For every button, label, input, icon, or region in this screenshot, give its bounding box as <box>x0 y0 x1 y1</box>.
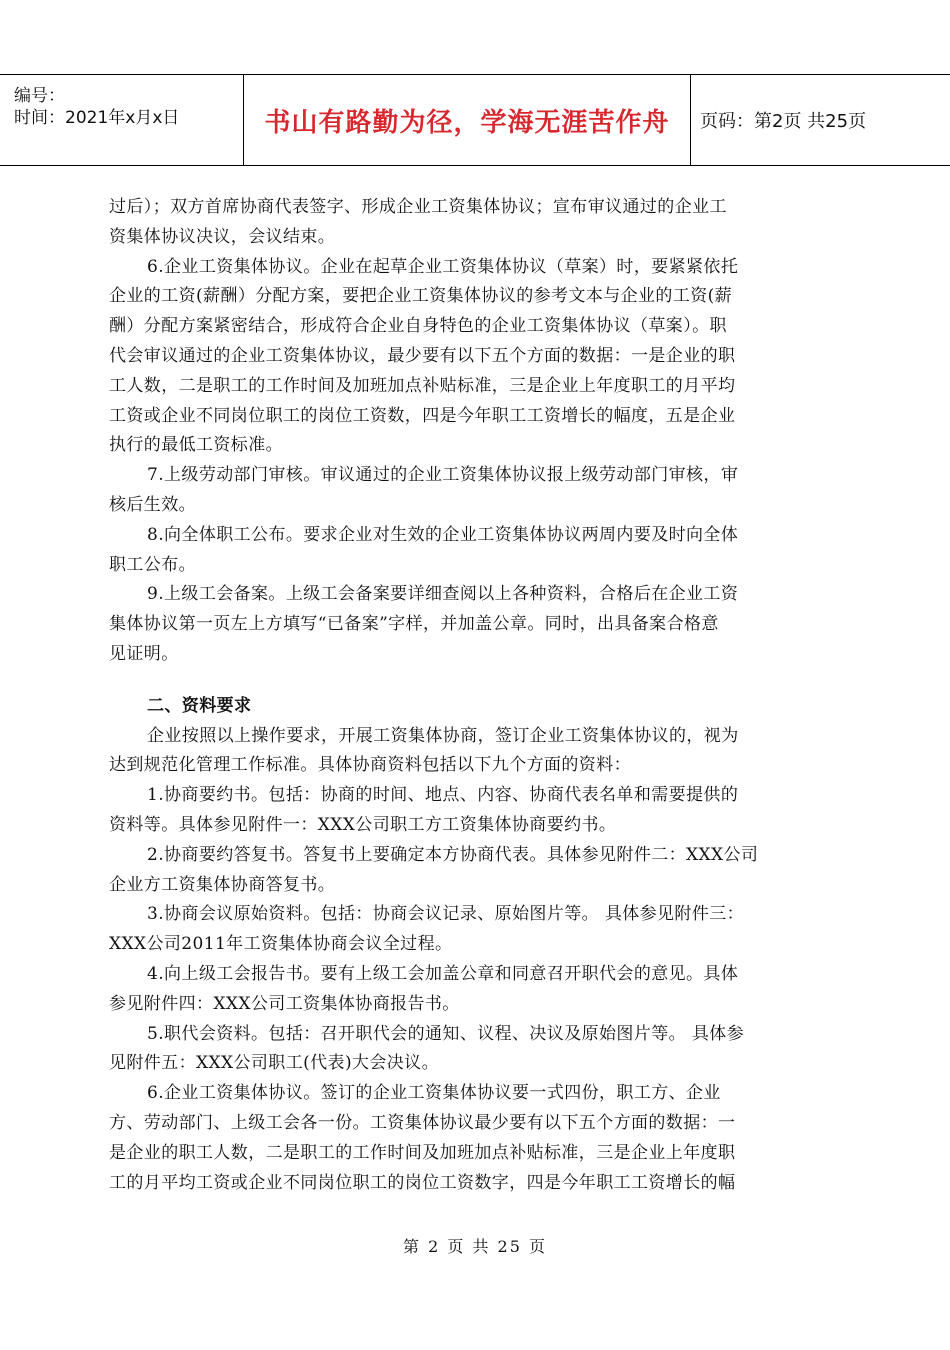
body-line: 代会审议通过的企业工资集体协议，最少要有以下五个方面的数据：一是企业的职 <box>109 345 736 366</box>
page-header <box>0 74 950 166</box>
section-line: 3.协商会议原始资料。包括：协商会议记录、原始图片等。 具体参见附件三： <box>147 904 745 925</box>
section-line: 资料等。具体参见附件一：XXX公司职工方工资集体协商要约书。 <box>109 814 617 835</box>
body-line: 工资或企业不同岗位职工的岗位工资数，四是今年职工工资增长的幅度，五是企业 <box>109 405 736 426</box>
body-line: 过后）；双方首席协商代表签字、形成企业工资集体协议；宣布审议通过的企业工 <box>109 197 727 217</box>
body-line: 8.向全体职工公布。要求企业对生效的企业工资集体协议两周内要及时向全体 <box>147 524 739 545</box>
body-line: 职工公布。 <box>109 554 196 575</box>
section-line: 企业按照以上操作要求，开展工资集体协商，签订企业工资集体协议的，视为 <box>147 725 739 746</box>
header-page-info: 页码：第2页 共25页 <box>700 111 867 132</box>
section-line: 达到规范化管理工作标准。具体协商资料包括以下九个方面的资料： <box>109 755 631 776</box>
body-line: 见证明。 <box>109 643 179 664</box>
document-date: 时间：2021年x月x日 <box>14 108 180 128</box>
body-line: 集体协议第一页左上方填写“已备案”字样，并加盖公章。同时，出具备案合格意 <box>109 614 719 635</box>
section-line: 方、劳动部门、上级工会各一份。工资集体协议最少要有以下五个方面的数据：一 <box>109 1112 736 1133</box>
section-line: 是企业的职工人数，二是职工的工作时间及加班加点补贴标准，三是企业上年度职 <box>109 1142 736 1163</box>
section-line: 2.协商要约答复书。答复书上要确定本方协商代表。具体参见附件二：XXX公司 <box>147 844 759 865</box>
body-line: 9.上级工会备案。上级工会备案要详细查阅以上各种资料，合格后在企业工资 <box>147 584 739 605</box>
body-line: 7.上级劳动部门审核。审议通过的企业工资集体协议报上级劳动部门审核，审 <box>147 465 739 486</box>
header-motto: 书山有路勤为径，学海无涯苦作舟 <box>243 75 691 165</box>
document-number-label: 编号： <box>14 86 65 106</box>
section-gap <box>109 670 841 692</box>
section-line: 参见附件四：XXX公司工资集体协商报告书。 <box>109 993 460 1014</box>
body-line: 执行的最低工资标准。 <box>109 435 283 456</box>
section-line: 1.协商要约书。包括：协商的时间、地点、内容、协商代表名单和需要提供的 <box>147 785 739 806</box>
body-line: 资集体协议决议，会议结束。 <box>109 226 336 247</box>
body-line: 核后生效。 <box>109 494 196 515</box>
section-line: 5.职代会资料。包括：召开职代会的通知、议程、决议及原始图片等。 具体参 <box>147 1023 745 1044</box>
body-line: 企业的工资(薪酬）分配方案，要把企业工资集体协议的参考文本与企业的工资(薪 <box>109 286 733 307</box>
body-line: 6.企业工资集体协议。企业在起草企业工资集体协议（草案）时，要紧紧依托 <box>147 256 739 277</box>
section-line: 见附件五：XXX公司职工(代表)大会决议。 <box>109 1053 439 1074</box>
section-line: XXX公司2011年工资集体协商会议全过程。 <box>109 934 453 955</box>
section-heading: 二、资料要求 <box>147 695 252 716</box>
page-footer: 第 2 页 共 25 页 <box>403 1237 547 1256</box>
section-line: 4.向上级工会报告书。要有上级工会加盖公章和同意召开职代会的意见。具体 <box>147 963 739 984</box>
body-line: 工人数，二是职工的工作时间及加班加点补贴标准，三是企业上年度职工的月平均 <box>109 375 736 396</box>
section-line: 工的月平均工资或企业不同岗位职工的岗位工资数字，四是今年职工工资增长的幅 <box>109 1172 736 1193</box>
section-line: 企业方工资集体协商答复书。 <box>109 874 336 895</box>
header-meta <box>14 75 242 175</box>
document-body <box>109 193 841 1198</box>
section-line: 6.企业工资集体协议。签订的企业工资集体协议要一式四份，职工方、企业 <box>147 1083 721 1104</box>
body-line: 酬）分配方案紧密结合，形成符合企业自身特色的企业工资集体协议（草案）。职 <box>109 316 727 337</box>
